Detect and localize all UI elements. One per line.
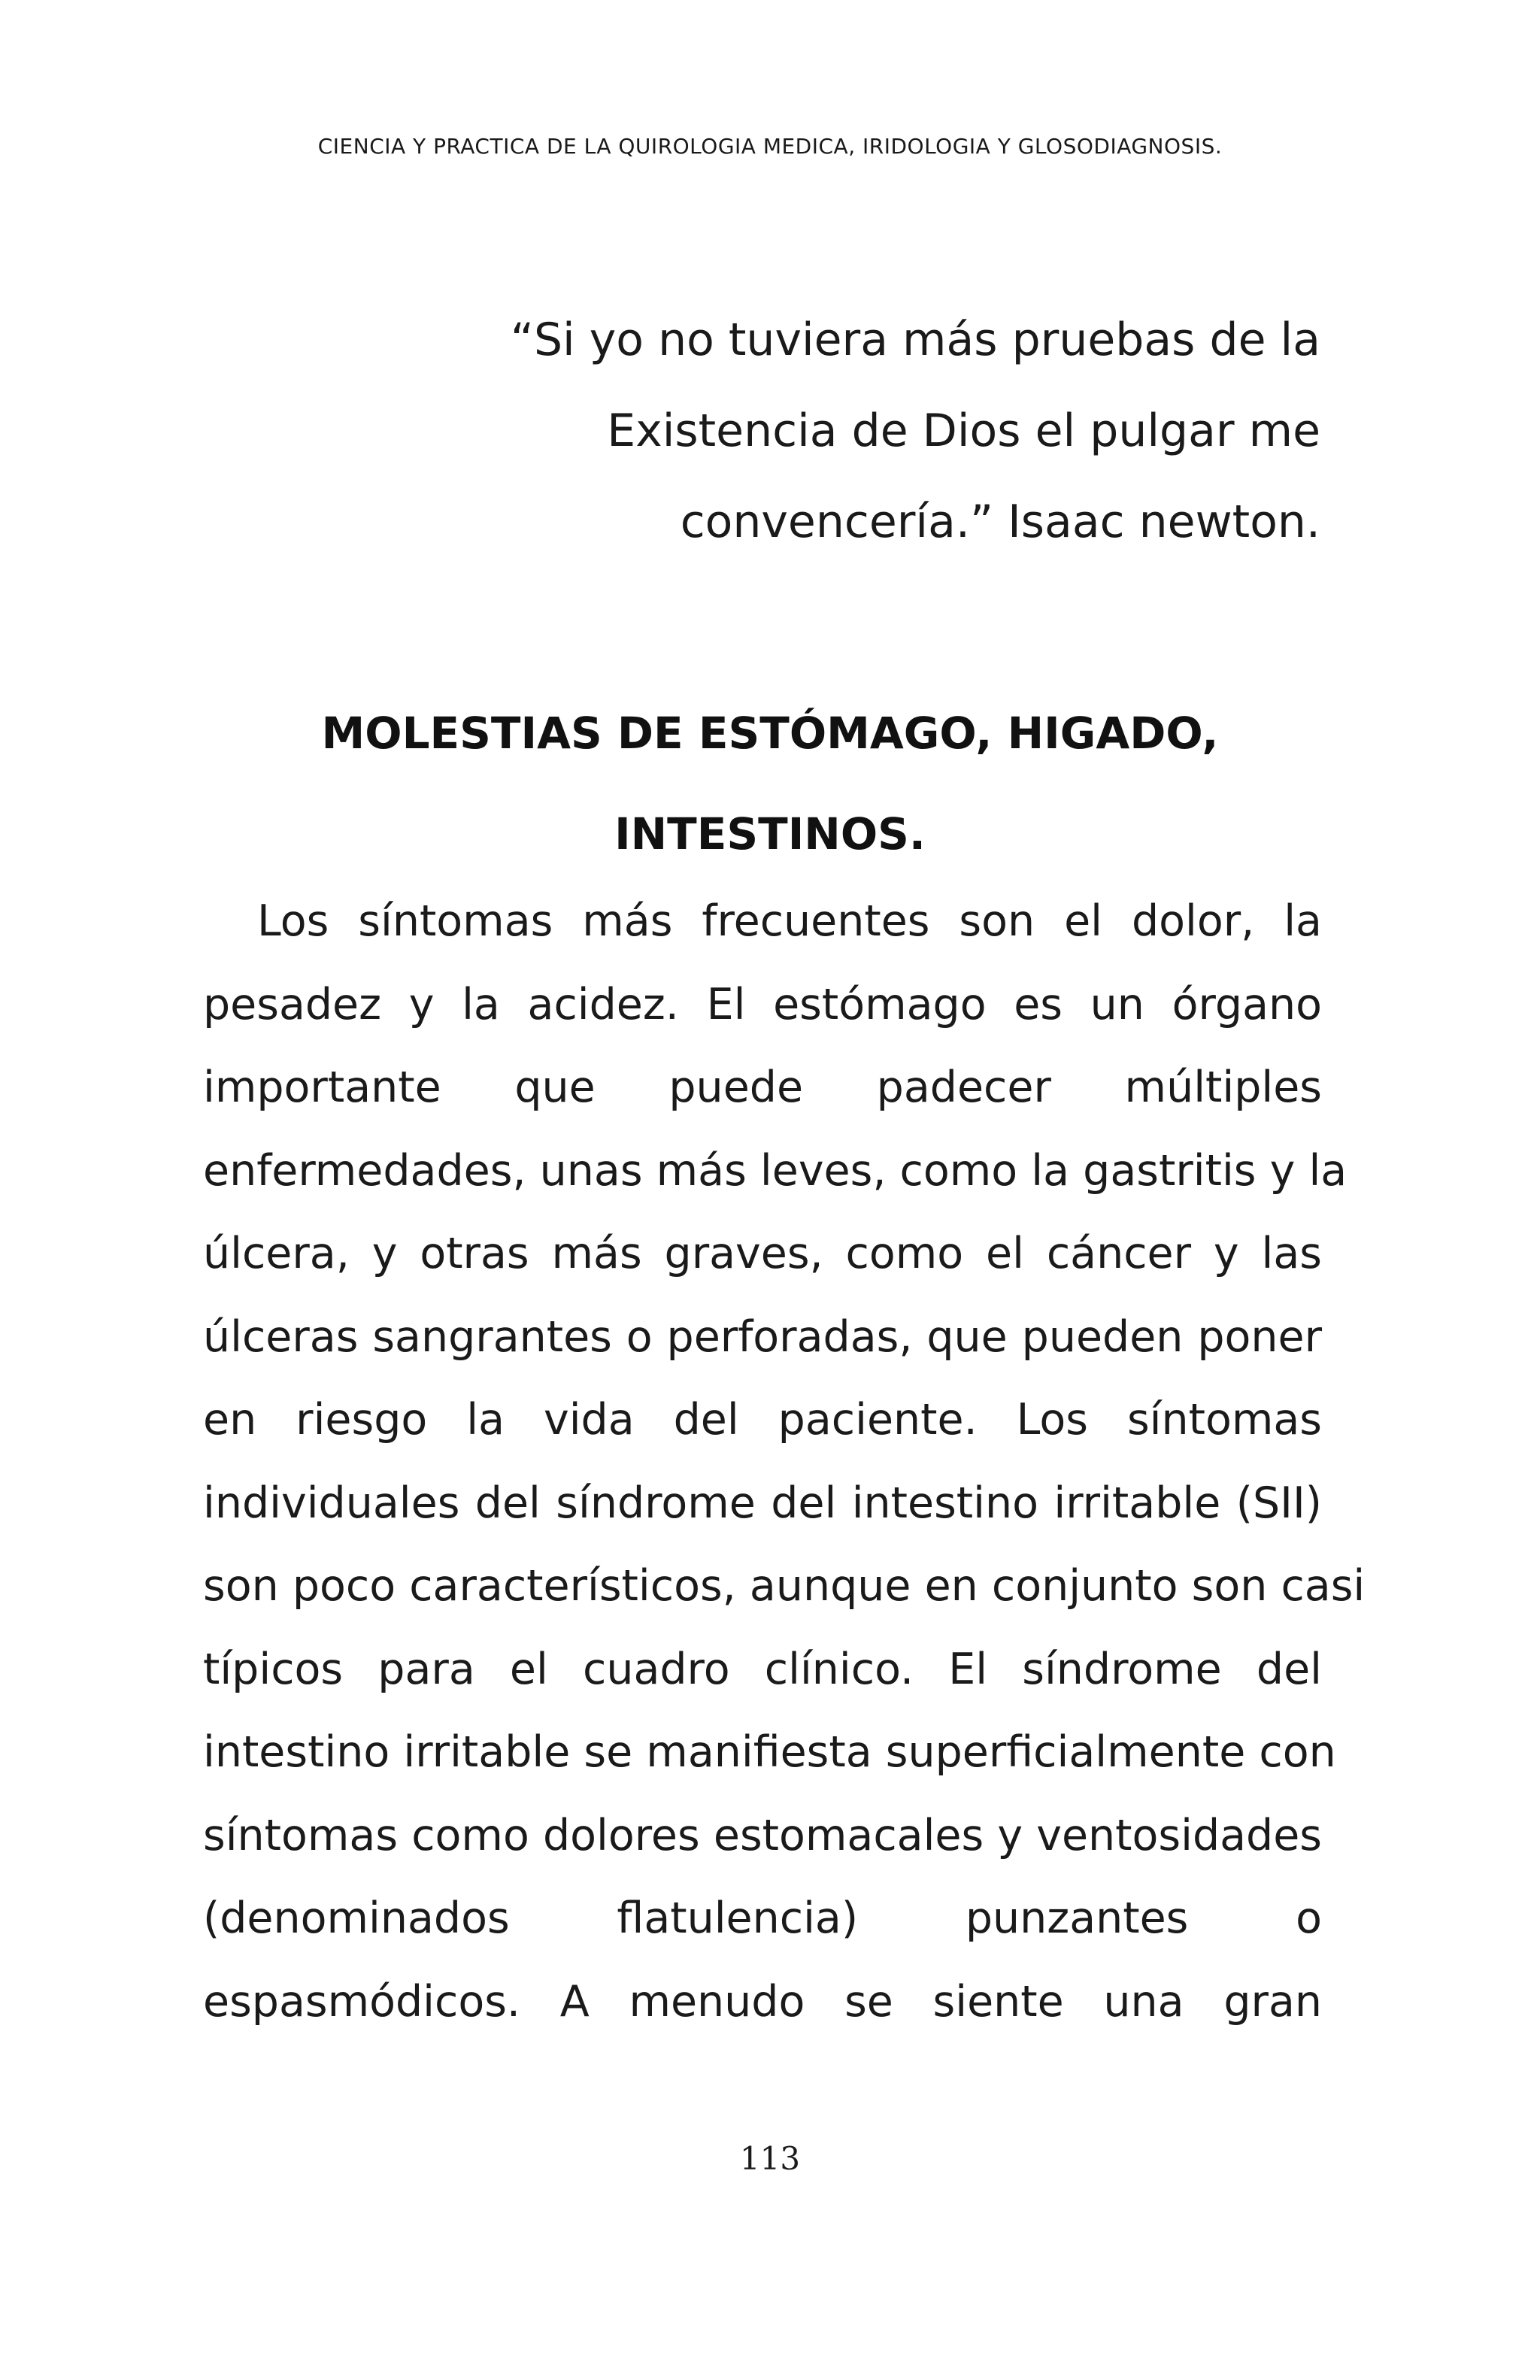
epigraph-line: Existencia de Dios el pulgar me [607, 405, 1320, 457]
epigraph-line: “Si yo no tuviera más pruebas de la [510, 314, 1320, 366]
body-paragraph [203, 880, 1366, 2043]
paragraph-line: importante que puede padecer múltiples [203, 1063, 1322, 1112]
section-title [0, 683, 1540, 884]
paragraph-line: úlcera, y otras más graves, como el cáncer y las [203, 1229, 1322, 1278]
paragraph-line: en riesgo la vida del paciente. Los síntomas [203, 1395, 1322, 1445]
paragraph-line: son poco característicos, aunque en conjunto son casi [203, 1561, 1366, 1611]
paragraph-line: espasmódicos. A menudo se siente una gran [203, 1976, 1322, 2027]
epigraph-quote [418, 295, 1320, 568]
paragraph-line: síntomas como dolores estomacales y ventosidades [203, 1810, 1322, 1860]
paragraph-line: enfermedades, unas más leves, como la gastritis y la [203, 1145, 1348, 1196]
paragraph-line: individuales del síndrome del intestino irritable (SII) [203, 1478, 1322, 1528]
paragraph-line: Los síntomas más frecuentes son el dolor, la [257, 896, 1322, 946]
running-header: CIENCIA Y PRACTICA DE LA QUIROLOGIA MEDICA, IRIDOLOGIA Y GLOSODIAGNOSIS. [317, 134, 1223, 159]
paragraph-line: intestino irritable se manifiesta superficialmente con [203, 1727, 1336, 1777]
epigraph-line: convencería.” Isaac newton. [680, 496, 1320, 548]
paragraph-line: pesadez y la acidez. El estómago es un órgano [203, 979, 1322, 1029]
paragraph-line: (denominados flatulencia) punzantes o [203, 1893, 1322, 1943]
paragraph-line: típicos para el cuadro clínico. El síndrome del [203, 1644, 1322, 1694]
section-title-line: INTESTINOS. [614, 808, 926, 860]
section-title-line: MOLESTIAS DE ESTÓMAGO, HIGADO, [321, 708, 1219, 759]
page-number: 113 [739, 2140, 801, 2177]
paragraph-line: úlceras sangrantes o perforadas, que pueden poner [203, 1311, 1322, 1362]
